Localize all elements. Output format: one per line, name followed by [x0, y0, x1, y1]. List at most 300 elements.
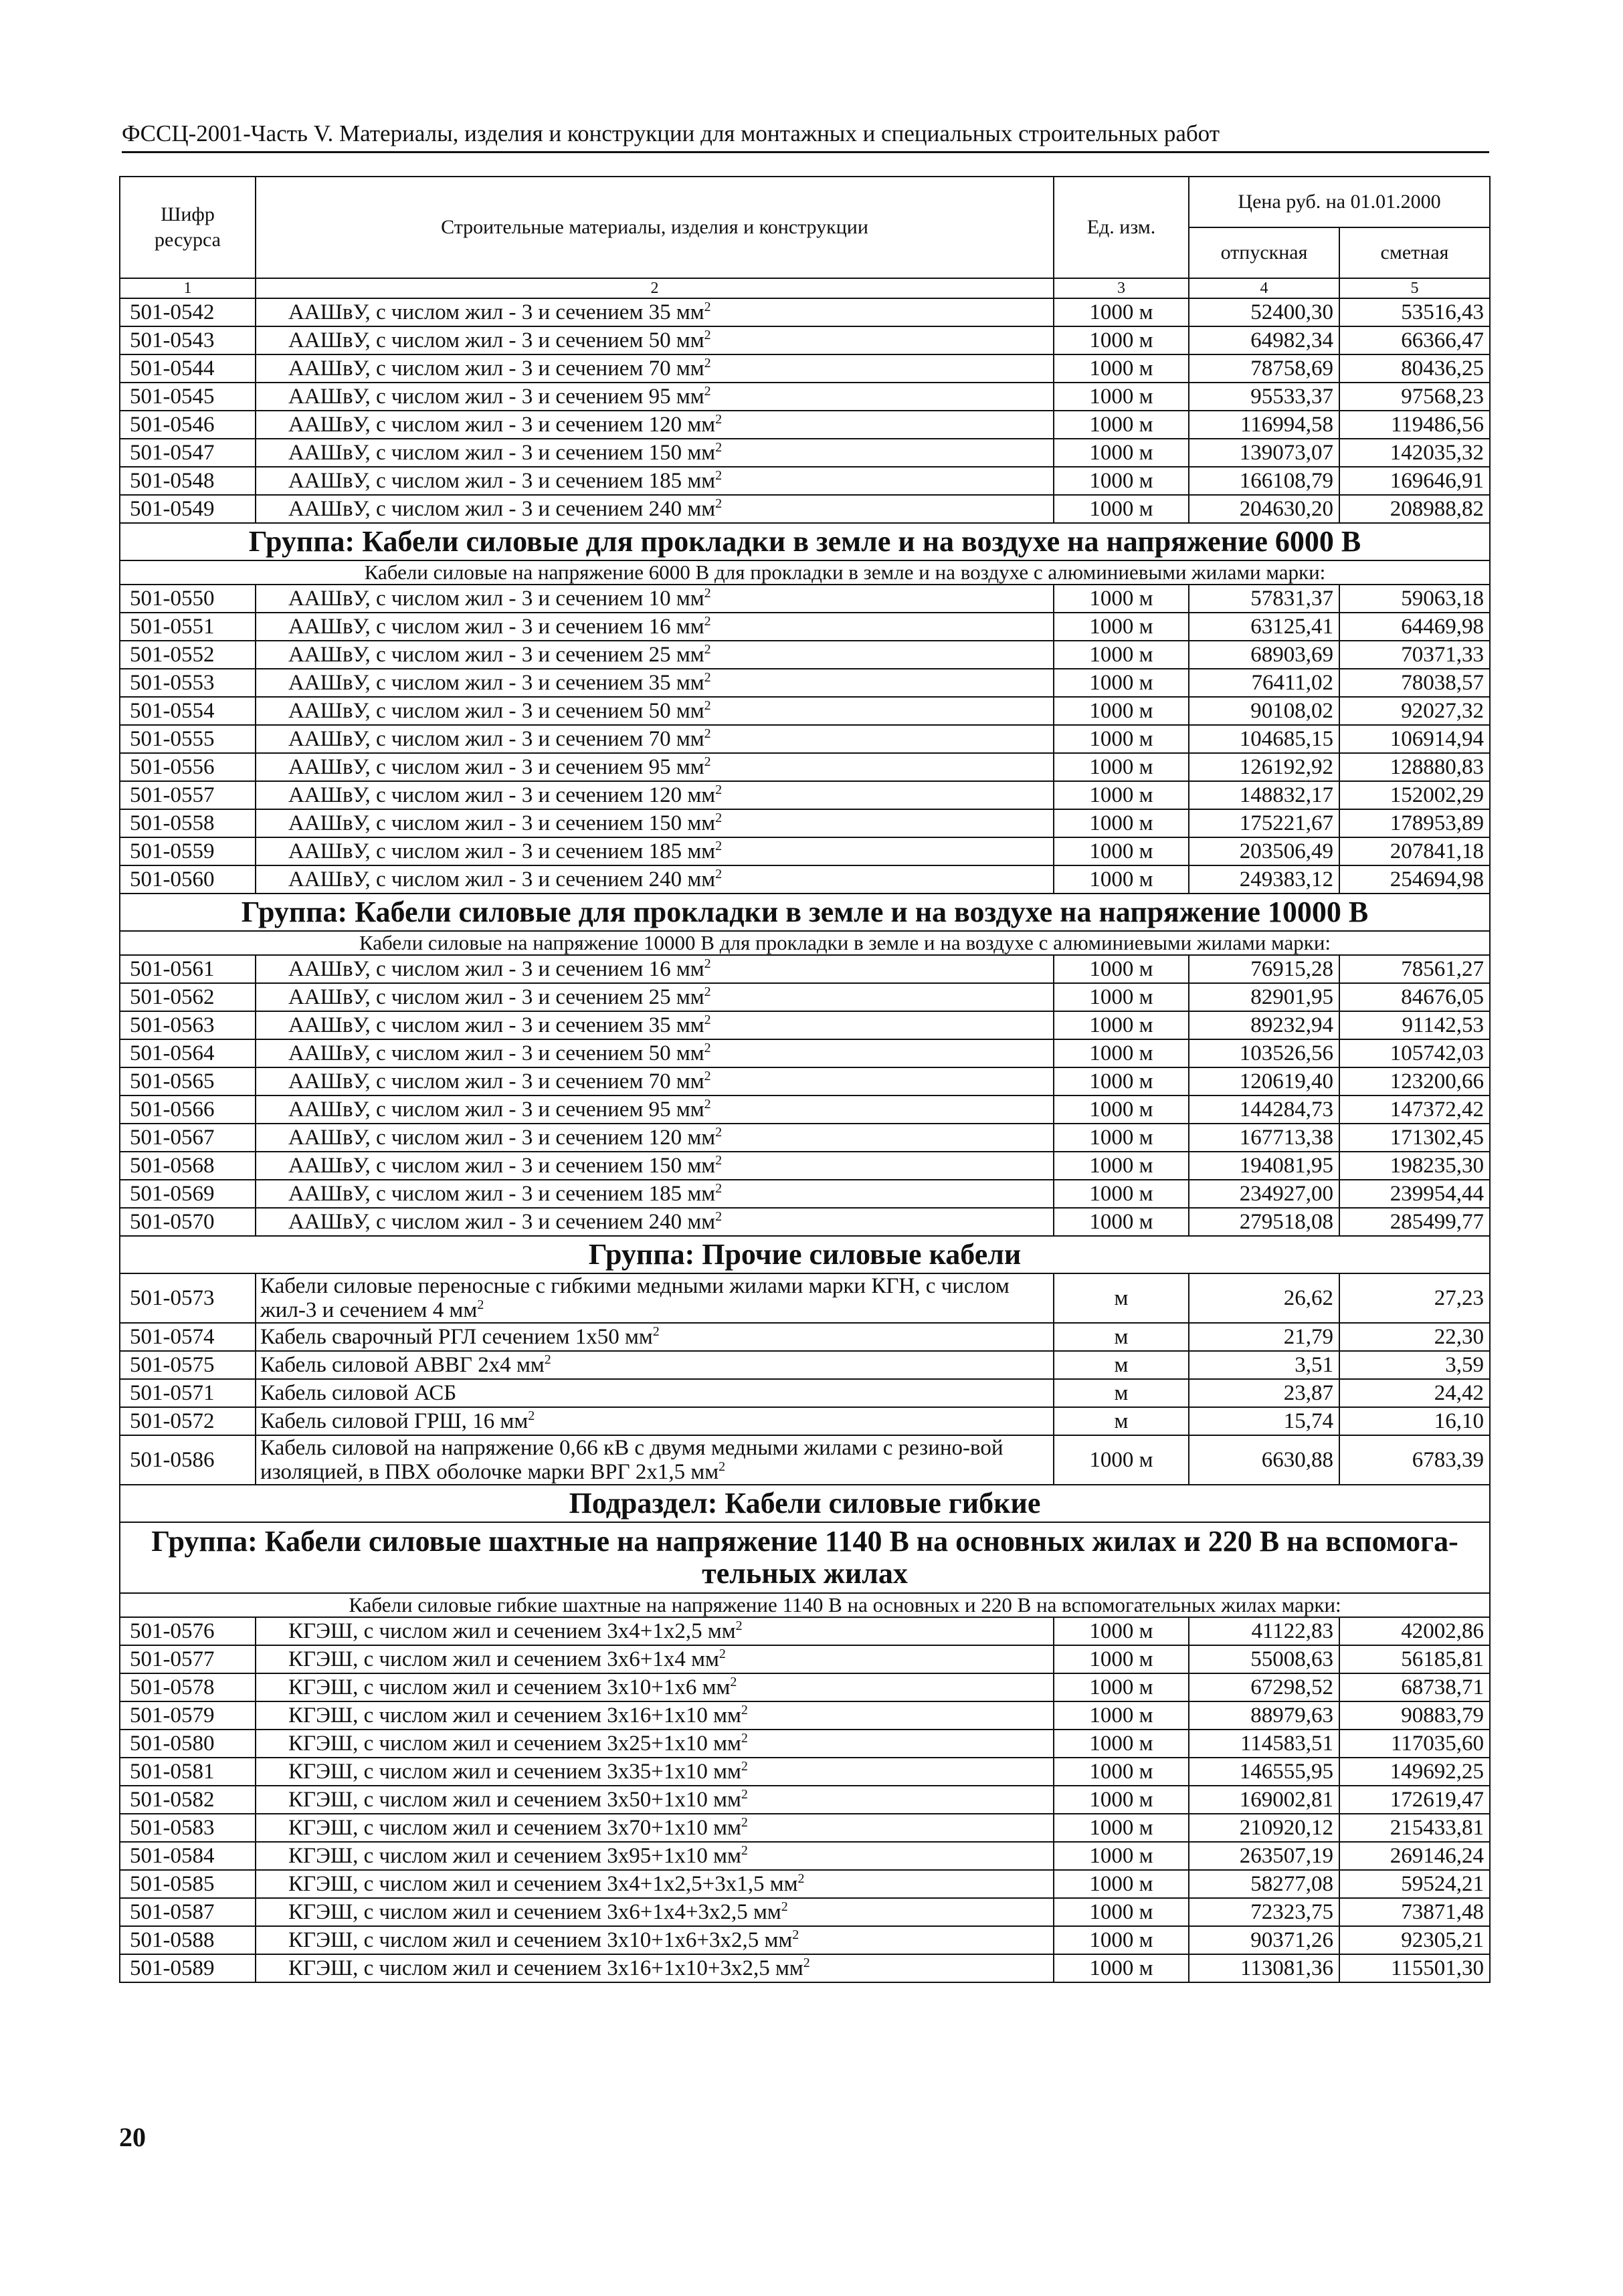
unit-superscript: 2 [704, 384, 711, 399]
table-row [120, 467, 1490, 495]
release-price: 116994,58 [1189, 411, 1339, 439]
material-name: ААШвУ, с числом жил - 3 и сечением 50 мм [288, 699, 704, 723]
unit-superscript: 2 [704, 642, 711, 657]
group-subtitle-row [120, 1593, 1490, 1617]
table-row [120, 697, 1490, 725]
unit: 1000 м [1054, 725, 1189, 753]
unit: м [1054, 1379, 1189, 1407]
material-name-cell [256, 1435, 1054, 1485]
estimate-price: 90883,79 [1339, 1701, 1490, 1730]
group-heading: Группа: Кабели силовые для прокладки в земле и на воздухе на напряжение 10000 В [120, 894, 1490, 931]
estimate-price: 53516,43 [1339, 298, 1490, 326]
estimate-price: 6783,39 [1339, 1435, 1490, 1485]
table-row [120, 1323, 1490, 1351]
group-subtitle-cell [120, 560, 1490, 585]
table-row [120, 383, 1490, 411]
unit-superscript: 2 [781, 1899, 788, 1914]
estimate-price: 147372,42 [1339, 1095, 1490, 1124]
material-name-cell [256, 1273, 1054, 1323]
column-number: 5 [1339, 278, 1490, 298]
unit-superscript: 2 [719, 1647, 726, 1661]
unit-superscript: 2 [652, 1324, 660, 1339]
table-row [120, 1926, 1490, 1954]
estimate-price: 198235,30 [1339, 1152, 1490, 1180]
unit: 1000 м [1054, 1842, 1189, 1870]
table-row [120, 1673, 1490, 1701]
unit: 1000 м [1054, 1435, 1189, 1485]
unit: м [1054, 1323, 1189, 1351]
unit: 1000 м [1054, 697, 1189, 725]
table-row [120, 1814, 1490, 1842]
release-price: 26,62 [1189, 1273, 1339, 1323]
unit: 1000 м [1054, 585, 1189, 613]
material-name-cell [256, 641, 1054, 669]
release-price: 104685,15 [1189, 725, 1339, 753]
unit-superscript: 2 [715, 468, 723, 483]
material-name-cell [256, 809, 1054, 837]
release-price: 90108,02 [1189, 697, 1339, 725]
material-name-cell [256, 585, 1054, 613]
release-price: 76411,02 [1189, 669, 1339, 697]
release-price: 279518,08 [1189, 1208, 1339, 1236]
material-name: ААШвУ, с числом жил - 3 и сечением 25 мм [288, 985, 704, 1009]
estimate-price: 119486,56 [1339, 411, 1490, 439]
unit: 1000 м [1054, 298, 1189, 326]
column-unit-header: Ед. изм. [1054, 177, 1189, 278]
material-name: КГЭШ, с числом жил и сечением 3х35+1х10 мм [288, 1760, 741, 1784]
resource-code: 501-0547 [120, 439, 256, 467]
table-row [120, 1379, 1490, 1407]
resource-code: 501-0560 [120, 865, 256, 894]
resource-code: 501-0562 [120, 983, 256, 1011]
estimate-price: 22,30 [1339, 1323, 1490, 1351]
unit-superscript: 2 [528, 1408, 535, 1423]
column-estimate-header: сметная [1339, 227, 1490, 278]
material-name-cell [256, 1011, 1054, 1039]
unit: 1000 м [1054, 495, 1189, 523]
page-number: 20 [119, 2122, 146, 2152]
resource-code: 501-0558 [120, 809, 256, 837]
release-price: 55008,63 [1189, 1645, 1339, 1673]
release-price: 41122,83 [1189, 1617, 1339, 1645]
unit-superscript: 2 [704, 614, 711, 629]
material-name-cell [256, 1180, 1054, 1208]
material-name-cell [256, 354, 1054, 383]
unit-superscript: 2 [704, 1013, 711, 1027]
material-name-cell [256, 1898, 1054, 1926]
column-number: 4 [1189, 278, 1339, 298]
material-name: ААШвУ, с числом жил - 3 и сечением 150 мм [288, 1154, 716, 1178]
unit-superscript: 2 [797, 1871, 805, 1886]
group-subtitle-row [120, 560, 1490, 585]
unit-superscript: 2 [715, 1209, 723, 1224]
unit: 1000 м [1054, 613, 1189, 641]
material-name: ААШвУ, с числом жил - 3 и сечением 240 мм [288, 867, 716, 892]
resource-code: 501-0575 [120, 1351, 256, 1379]
release-price: 90371,26 [1189, 1926, 1339, 1954]
unit: 1000 м [1054, 439, 1189, 467]
unit-superscript: 2 [741, 1843, 748, 1858]
material-name-cell [256, 1152, 1054, 1180]
release-price: 126192,92 [1189, 753, 1339, 781]
material-name-cell [256, 781, 1054, 809]
unit-superscript: 2 [704, 1069, 711, 1083]
unit: 1000 м [1054, 1870, 1189, 1898]
resource-code: 501-0576 [120, 1617, 256, 1645]
unit-superscript: 2 [715, 412, 723, 427]
estimate-price: 169646,91 [1339, 467, 1490, 495]
estimate-price: 24,42 [1339, 1379, 1490, 1407]
resource-code: 501-0581 [120, 1758, 256, 1786]
table-row [120, 1758, 1490, 1786]
resource-code: 501-0546 [120, 411, 256, 439]
table-row [120, 809, 1490, 837]
release-price: 88979,63 [1189, 1701, 1339, 1730]
price-table [119, 176, 1491, 1983]
unit-superscript: 2 [704, 754, 711, 769]
table-row [120, 1095, 1490, 1124]
group-subtitle-cell [120, 1593, 1490, 1617]
estimate-price: 70371,33 [1339, 641, 1490, 669]
resource-code: 501-0563 [120, 1011, 256, 1039]
unit: 1000 м [1054, 1617, 1189, 1645]
unit: 1000 м [1054, 1926, 1189, 1954]
table-row [120, 1152, 1490, 1180]
table-row [120, 837, 1490, 865]
resource-code: 501-0543 [120, 326, 256, 354]
unit-superscript: 2 [704, 356, 711, 371]
group-subtitle: Кабели силовые на напряжение 10000 В для прокладки в земле и на воздухе с алюминиевыми жилами марки: [359, 931, 1331, 954]
column-code-header: Шифр ресурса [120, 177, 256, 278]
resource-code: 501-0556 [120, 753, 256, 781]
table-row [120, 1954, 1490, 1982]
unit-superscript: 2 [792, 1927, 799, 1942]
group-heading-row [120, 894, 1490, 931]
release-price: 68903,69 [1189, 641, 1339, 669]
material-name: Кабель сварочный РГЛ сечением 1х50 мм [260, 1325, 653, 1349]
material-name-cell [256, 1730, 1054, 1758]
unit-superscript: 2 [741, 1731, 748, 1746]
release-price: 249383,12 [1189, 865, 1339, 894]
unit: 1000 м [1054, 1701, 1189, 1730]
table-row [120, 411, 1490, 439]
table-row [120, 495, 1490, 523]
unit: 1000 м [1054, 1814, 1189, 1842]
table-row [120, 585, 1490, 613]
estimate-price: 105742,03 [1339, 1039, 1490, 1067]
table-row [120, 1180, 1490, 1208]
resource-code: 501-0579 [120, 1701, 256, 1730]
group-heading-row [120, 523, 1490, 560]
material-name-cell [256, 1842, 1054, 1870]
estimate-price: 64469,98 [1339, 613, 1490, 641]
resource-code: 501-0583 [120, 1814, 256, 1842]
estimate-price: 92027,32 [1339, 697, 1490, 725]
release-price: 58277,08 [1189, 1870, 1339, 1898]
material-name-cell [256, 1124, 1054, 1152]
table-row [120, 613, 1490, 641]
estimate-price: 115501,30 [1339, 1954, 1490, 1982]
material-name: ААШвУ, с числом жил - 3 и сечением 150 мм [288, 441, 716, 465]
table-row [120, 1730, 1490, 1758]
table-row [120, 983, 1490, 1011]
material-name-cell [256, 439, 1054, 467]
column-price-header: Цена руб. на 01.01.2000 [1189, 177, 1490, 227]
material-name-cell [256, 613, 1054, 641]
resource-code: 501-0589 [120, 1954, 256, 1982]
material-name-cell [256, 1926, 1054, 1954]
table-row [120, 1870, 1490, 1898]
estimate-price: 269146,24 [1339, 1842, 1490, 1870]
release-price: 23,87 [1189, 1379, 1339, 1407]
material-name: ААШвУ, с числом жил - 3 и сечением 120 мм [288, 1126, 716, 1150]
material-name-cell [256, 495, 1054, 523]
material-name-cell [256, 837, 1054, 865]
release-price: 15,74 [1189, 1407, 1339, 1435]
release-price: 89232,94 [1189, 1011, 1339, 1039]
material-name: ААШвУ, с числом жил - 3 и сечением 185 мм [288, 839, 716, 863]
material-name: ААШвУ, с числом жил - 3 и сечением 35 мм [288, 300, 704, 324]
table-row [120, 1898, 1490, 1926]
material-name: КГЭШ, с числом жил и сечением 3х16+1х10+3х2,5 мм [288, 1956, 803, 1980]
group-heading: Группа: Прочие силовые кабели [120, 1236, 1490, 1273]
release-price: 175221,67 [1189, 809, 1339, 837]
group-subtitle: Кабели силовые на напряжение 6000 В для прокладки в земле и на воздухе с алюминиевыми жилами марки: [364, 560, 1326, 584]
table-row [120, 1701, 1490, 1730]
resource-code: 501-0588 [120, 1926, 256, 1954]
release-price: 67298,52 [1189, 1673, 1339, 1701]
table-row [120, 781, 1490, 809]
unit: 1000 м [1054, 641, 1189, 669]
estimate-price: 142035,32 [1339, 439, 1490, 467]
unit: 1000 м [1054, 354, 1189, 383]
column-number: 1 [120, 278, 256, 298]
resource-code: 501-0566 [120, 1095, 256, 1124]
unit-superscript: 2 [704, 670, 711, 685]
material-name: ААШвУ, с числом жил - 3 и сечением 50 мм [288, 328, 704, 352]
release-price: 64982,34 [1189, 326, 1339, 354]
unit-superscript: 2 [704, 328, 711, 342]
group-heading-row [120, 1236, 1490, 1273]
material-name: ААШвУ, с числом жил - 3 и сечением 70 мм [288, 1069, 704, 1093]
material-name-cell [256, 1039, 1054, 1067]
unit: 1000 м [1054, 1730, 1189, 1758]
unit: 1000 м [1054, 865, 1189, 894]
material-name-cell [256, 298, 1054, 326]
material-name: ААШвУ, с числом жил - 3 и сечением 95 мм [288, 755, 704, 779]
unit: 1000 м [1054, 1898, 1189, 1926]
unit-superscript: 2 [715, 1153, 723, 1168]
material-name: ААШвУ, с числом жил - 3 и сечением 150 мм [288, 811, 716, 835]
resource-code: 501-0567 [120, 1124, 256, 1152]
material-name: ААШвУ, с числом жил - 3 и сечением 240 мм [288, 1210, 716, 1234]
estimate-price: 68738,71 [1339, 1673, 1490, 1701]
material-name: ААШвУ, с числом жил - 3 и сечением 185 мм [288, 1182, 716, 1206]
unit: 1000 м [1054, 1645, 1189, 1673]
release-price: 204630,20 [1189, 495, 1339, 523]
release-price: 3,51 [1189, 1351, 1339, 1379]
unit: 1000 м [1054, 1011, 1189, 1039]
table-row [120, 1039, 1490, 1067]
release-price: 72323,75 [1189, 1898, 1339, 1926]
material-name-cell [256, 1701, 1054, 1730]
estimate-price: 27,23 [1339, 1273, 1490, 1323]
material-name-cell [256, 411, 1054, 439]
estimate-price: 84676,05 [1339, 983, 1490, 1011]
resource-code: 501-0554 [120, 697, 256, 725]
release-price: 103526,56 [1189, 1039, 1339, 1067]
table-row [120, 1067, 1490, 1095]
unit-superscript: 2 [741, 1759, 748, 1774]
resource-code: 501-0582 [120, 1786, 256, 1814]
material-name: ААШвУ, с числом жил - 3 и сечением 35 мм [288, 671, 704, 695]
resource-code: 501-0548 [120, 467, 256, 495]
release-price: 21,79 [1189, 1323, 1339, 1351]
release-price: 52400,30 [1189, 298, 1339, 326]
group-subtitle: Кабели силовые гибкие шахтные на напряжение 1140 В на основных и 220 В на вспомогательных жилах марки: [349, 1593, 1341, 1616]
resource-code: 501-0544 [120, 354, 256, 383]
unit: 1000 м [1054, 1180, 1189, 1208]
material-name-cell [256, 326, 1054, 354]
resource-code: 501-0559 [120, 837, 256, 865]
material-name: ААШвУ, с числом жил - 3 и сечением 70 мм [288, 727, 704, 751]
material-name: ААШвУ, с числом жил - 3 и сечением 95 мм [288, 1098, 704, 1122]
estimate-price: 171302,45 [1339, 1124, 1490, 1152]
estimate-price: 80436,25 [1339, 354, 1490, 383]
estimate-price: 123200,66 [1339, 1067, 1490, 1095]
unit-superscript: 2 [704, 698, 711, 713]
unit: 1000 м [1054, 383, 1189, 411]
material-name-cell [256, 1208, 1054, 1236]
estimate-price: 73871,48 [1339, 1898, 1490, 1926]
unit-superscript: 2 [715, 440, 723, 455]
material-name: ААШвУ, с числом жил - 3 и сечением 240 мм [288, 497, 716, 521]
estimate-price: 128880,83 [1339, 753, 1490, 781]
resource-code: 501-0584 [120, 1842, 256, 1870]
material-name-cell [256, 1786, 1054, 1814]
material-name: ААШвУ, с числом жил - 3 и сечением 10 мм [288, 587, 704, 611]
estimate-price: 91142,53 [1339, 1011, 1490, 1039]
release-price: 148832,17 [1189, 781, 1339, 809]
resource-code: 501-0571 [120, 1379, 256, 1407]
resource-code: 501-0553 [120, 669, 256, 697]
material-name-cell [256, 1954, 1054, 1982]
estimate-price: 59063,18 [1339, 585, 1490, 613]
resource-code: 501-0574 [120, 1323, 256, 1351]
resource-code: 501-0578 [120, 1673, 256, 1701]
release-price: 263507,19 [1189, 1842, 1339, 1870]
resource-code: 501-0551 [120, 613, 256, 641]
material-name: КГЭШ, с числом жил и сечением 3х95+1х10 мм [288, 1844, 741, 1868]
material-name: КГЭШ, с числом жил и сечением 3х6+1х4+3х2,5 мм [288, 1900, 781, 1924]
group-heading: Подраздел: Кабели силовые гибкие [120, 1485, 1490, 1522]
material-name: КГЭШ, с числом жил и сечением 3х10+1х6 мм [288, 1675, 731, 1699]
release-price: 139073,07 [1189, 439, 1339, 467]
resource-code: 501-0561 [120, 955, 256, 983]
column-number: 3 [1054, 278, 1189, 298]
unit-superscript: 2 [544, 1352, 551, 1367]
unit-superscript: 2 [735, 1619, 743, 1633]
resource-code: 501-0557 [120, 781, 256, 809]
unit: 1000 м [1054, 781, 1189, 809]
unit: м [1054, 1407, 1189, 1435]
material-name-cell [256, 1814, 1054, 1842]
estimate-price: 207841,18 [1339, 837, 1490, 865]
estimate-price: 42002,86 [1339, 1617, 1490, 1645]
release-price: 6630,88 [1189, 1435, 1339, 1485]
table-row [120, 1645, 1490, 1673]
group-heading: Группа: Кабели силовые для прокладки в земле и на воздухе на напряжение 6000 В [120, 523, 1490, 560]
material-name-cell [256, 1617, 1054, 1645]
table-row [120, 298, 1490, 326]
material-name: ААШвУ, с числом жил - 3 и сечением 70 мм [288, 356, 704, 381]
resource-code: 501-0542 [120, 298, 256, 326]
release-price: 144284,73 [1189, 1095, 1339, 1124]
material-name: ААШвУ, с числом жил - 3 и сечением 95 мм [288, 385, 704, 409]
estimate-price: 16,10 [1339, 1407, 1490, 1435]
estimate-price: 59524,21 [1339, 1870, 1490, 1898]
material-name-cell [256, 1379, 1054, 1407]
release-price: 146555,95 [1189, 1758, 1339, 1786]
group-heading: Группа: Кабели силовые шахтные на напряжение 1140 В на основных жилах и 220 В на вспомога-тельных жилах [120, 1522, 1490, 1593]
unit-superscript: 2 [741, 1815, 748, 1830]
unit-superscript: 2 [715, 1125, 723, 1140]
material-name: ААШвУ, с числом жил - 3 и сечением 25 мм [288, 643, 704, 667]
group-subtitle-cell [120, 931, 1490, 955]
unit: 1000 м [1054, 669, 1189, 697]
estimate-price: 239954,44 [1339, 1180, 1490, 1208]
estimate-price: 172619,47 [1339, 1786, 1490, 1814]
material-name-cell [256, 1351, 1054, 1379]
unit-superscript: 2 [719, 1459, 726, 1474]
unit-superscript: 2 [715, 1181, 723, 1196]
column-number-row [120, 278, 1490, 298]
unit: 1000 м [1054, 955, 1189, 983]
unit: 1000 м [1054, 326, 1189, 354]
unit-superscript: 2 [704, 726, 711, 741]
release-price: 169002,81 [1189, 1786, 1339, 1814]
resource-code: 501-0552 [120, 641, 256, 669]
resource-code: 501-0577 [120, 1645, 256, 1673]
resource-code: 501-0586 [120, 1435, 256, 1485]
resource-code: 501-0549 [120, 495, 256, 523]
material-name-cell [256, 1323, 1054, 1351]
material-name: ААШвУ, с числом жил - 3 и сечением 16 мм [288, 615, 704, 639]
estimate-price: 78561,27 [1339, 955, 1490, 983]
unit: 1000 м [1054, 467, 1189, 495]
estimate-price: 3,59 [1339, 1351, 1490, 1379]
release-price: 82901,95 [1189, 983, 1339, 1011]
unit-superscript: 2 [715, 811, 723, 825]
unit: 1000 м [1054, 983, 1189, 1011]
unit-superscript: 2 [803, 1956, 810, 1970]
estimate-price: 208988,82 [1339, 495, 1490, 523]
unit-superscript: 2 [704, 300, 711, 314]
material-name-cell [256, 1645, 1054, 1673]
material-name: ААШвУ, с числом жил - 3 и сечением 185 мм [288, 469, 716, 493]
table-row [120, 1407, 1490, 1435]
unit: 1000 м [1054, 1095, 1189, 1124]
release-price: 167713,38 [1189, 1124, 1339, 1152]
table-row [120, 955, 1490, 983]
material-name-cell [256, 983, 1054, 1011]
resource-code: 501-0550 [120, 585, 256, 613]
material-name-cell [256, 955, 1054, 983]
unit-superscript: 2 [730, 1675, 737, 1689]
material-name: ААШвУ, с числом жил - 3 и сечением 16 мм [288, 957, 704, 981]
material-name: КГЭШ, с числом жил и сечением 3х50+1х10 мм [288, 1788, 741, 1812]
unit: 1000 м [1054, 1954, 1189, 1982]
